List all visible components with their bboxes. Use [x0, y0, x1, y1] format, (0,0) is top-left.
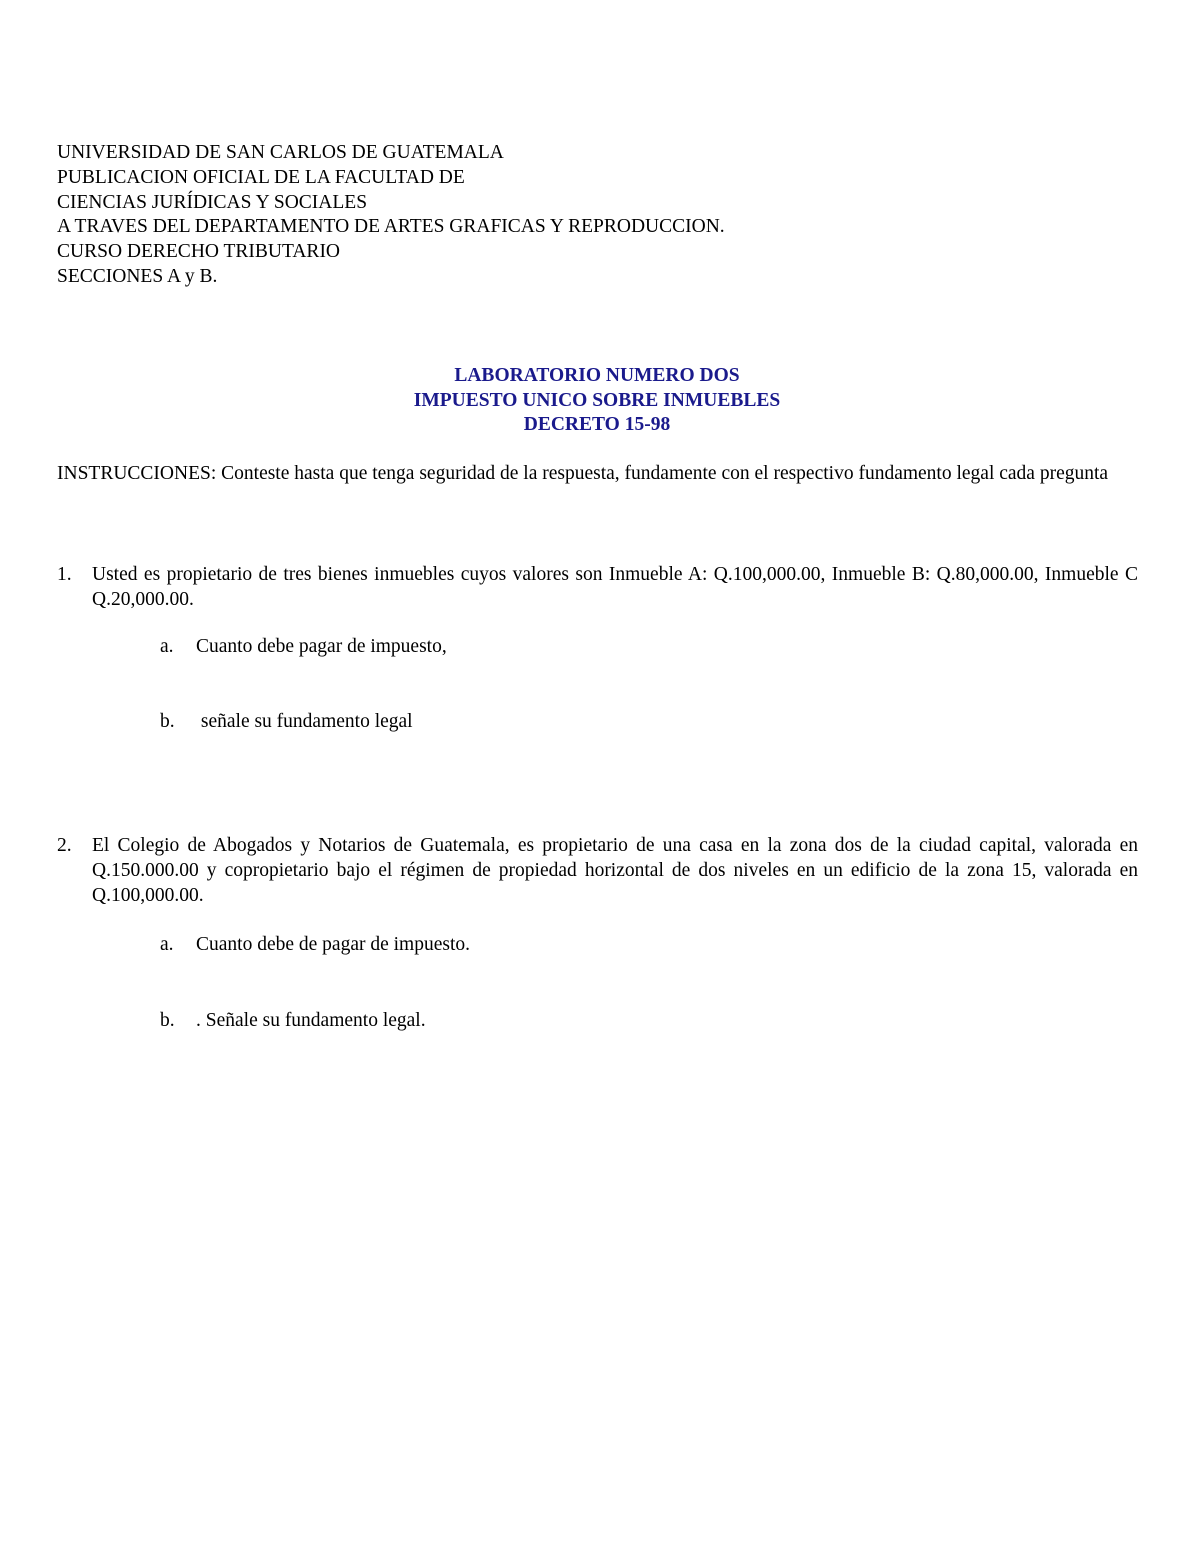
title-line-decree: DECRETO 15-98: [523, 414, 671, 435]
item-text: Cuanto debe de pagar de impuesto.: [196, 934, 470, 955]
question-1: [57, 562, 1138, 612]
item-text: señale su fundamento legal: [196, 711, 413, 732]
question-text: El Colegio de Abogados y Notarios de Guatemala, es propietario de una casa en la zona dos de la ciudad capital, valorada en Q.150.000.00 y copropietario bajo el régimen de propiedad horizontal de dos niveles en un edificio de la zona 15, valorada en Q.100,000.00.: [92, 835, 1138, 906]
header-line-course: CURSO DERECHO TRIBUTARIO: [57, 241, 341, 263]
item-letter: b.: [160, 1010, 175, 1031]
item-letter: a.: [160, 636, 174, 657]
question-text: Usted es propietario de tres bienes inmuebles cuyos valores son Inmueble A: Q.100,000.00, Inmueble B: Q.80,000.00, Inmueble C Q.20,000.00.: [92, 564, 1138, 610]
question-2-item-a: [160, 932, 470, 957]
header-line-university: UNIVERSIDAD DE SAN CARLOS DE GUATEMALA: [57, 142, 504, 163]
item-letter: b.: [160, 711, 175, 732]
question-1-item-b: [160, 709, 413, 734]
question-2: [57, 833, 1138, 908]
question-number: 1.: [57, 564, 72, 585]
item-text: Cuanto debe pagar de impuesto,: [196, 636, 447, 657]
question-1-item-a: [160, 634, 447, 659]
item-letter: a.: [160, 934, 174, 955]
question-number: 2.: [57, 835, 72, 856]
header-line-department: A TRAVES DEL DEPARTAMENTO DE ARTES GRAFICAS Y REPRODUCCION.: [57, 216, 725, 238]
title-line-tax: IMPUESTO UNICO SOBRE INMUEBLES: [413, 389, 781, 411]
instructions-paragraph: INSTRUCCIONES: Conteste hasta que tenga seguridad de la respuesta, fundamente con el respectivo fundamento legal cada pregunta: [57, 463, 1109, 484]
question-2-item-b: [160, 1008, 426, 1033]
title-line-lab-number: LABORATORIO NUMERO DOS: [454, 365, 740, 386]
header-line-sections: SECCIONES A y B.: [57, 265, 218, 287]
header-line-publication: PUBLICACION OFICIAL DE LA FACULTAD DE: [57, 166, 465, 188]
lab-title: [0, 364, 1194, 438]
item-text: . Señale su fundamento legal.: [196, 1010, 426, 1031]
header-line-faculty: CIENCIAS JURÍDICAS Y SOCIALES: [57, 191, 368, 213]
institution-header: [57, 141, 1137, 290]
